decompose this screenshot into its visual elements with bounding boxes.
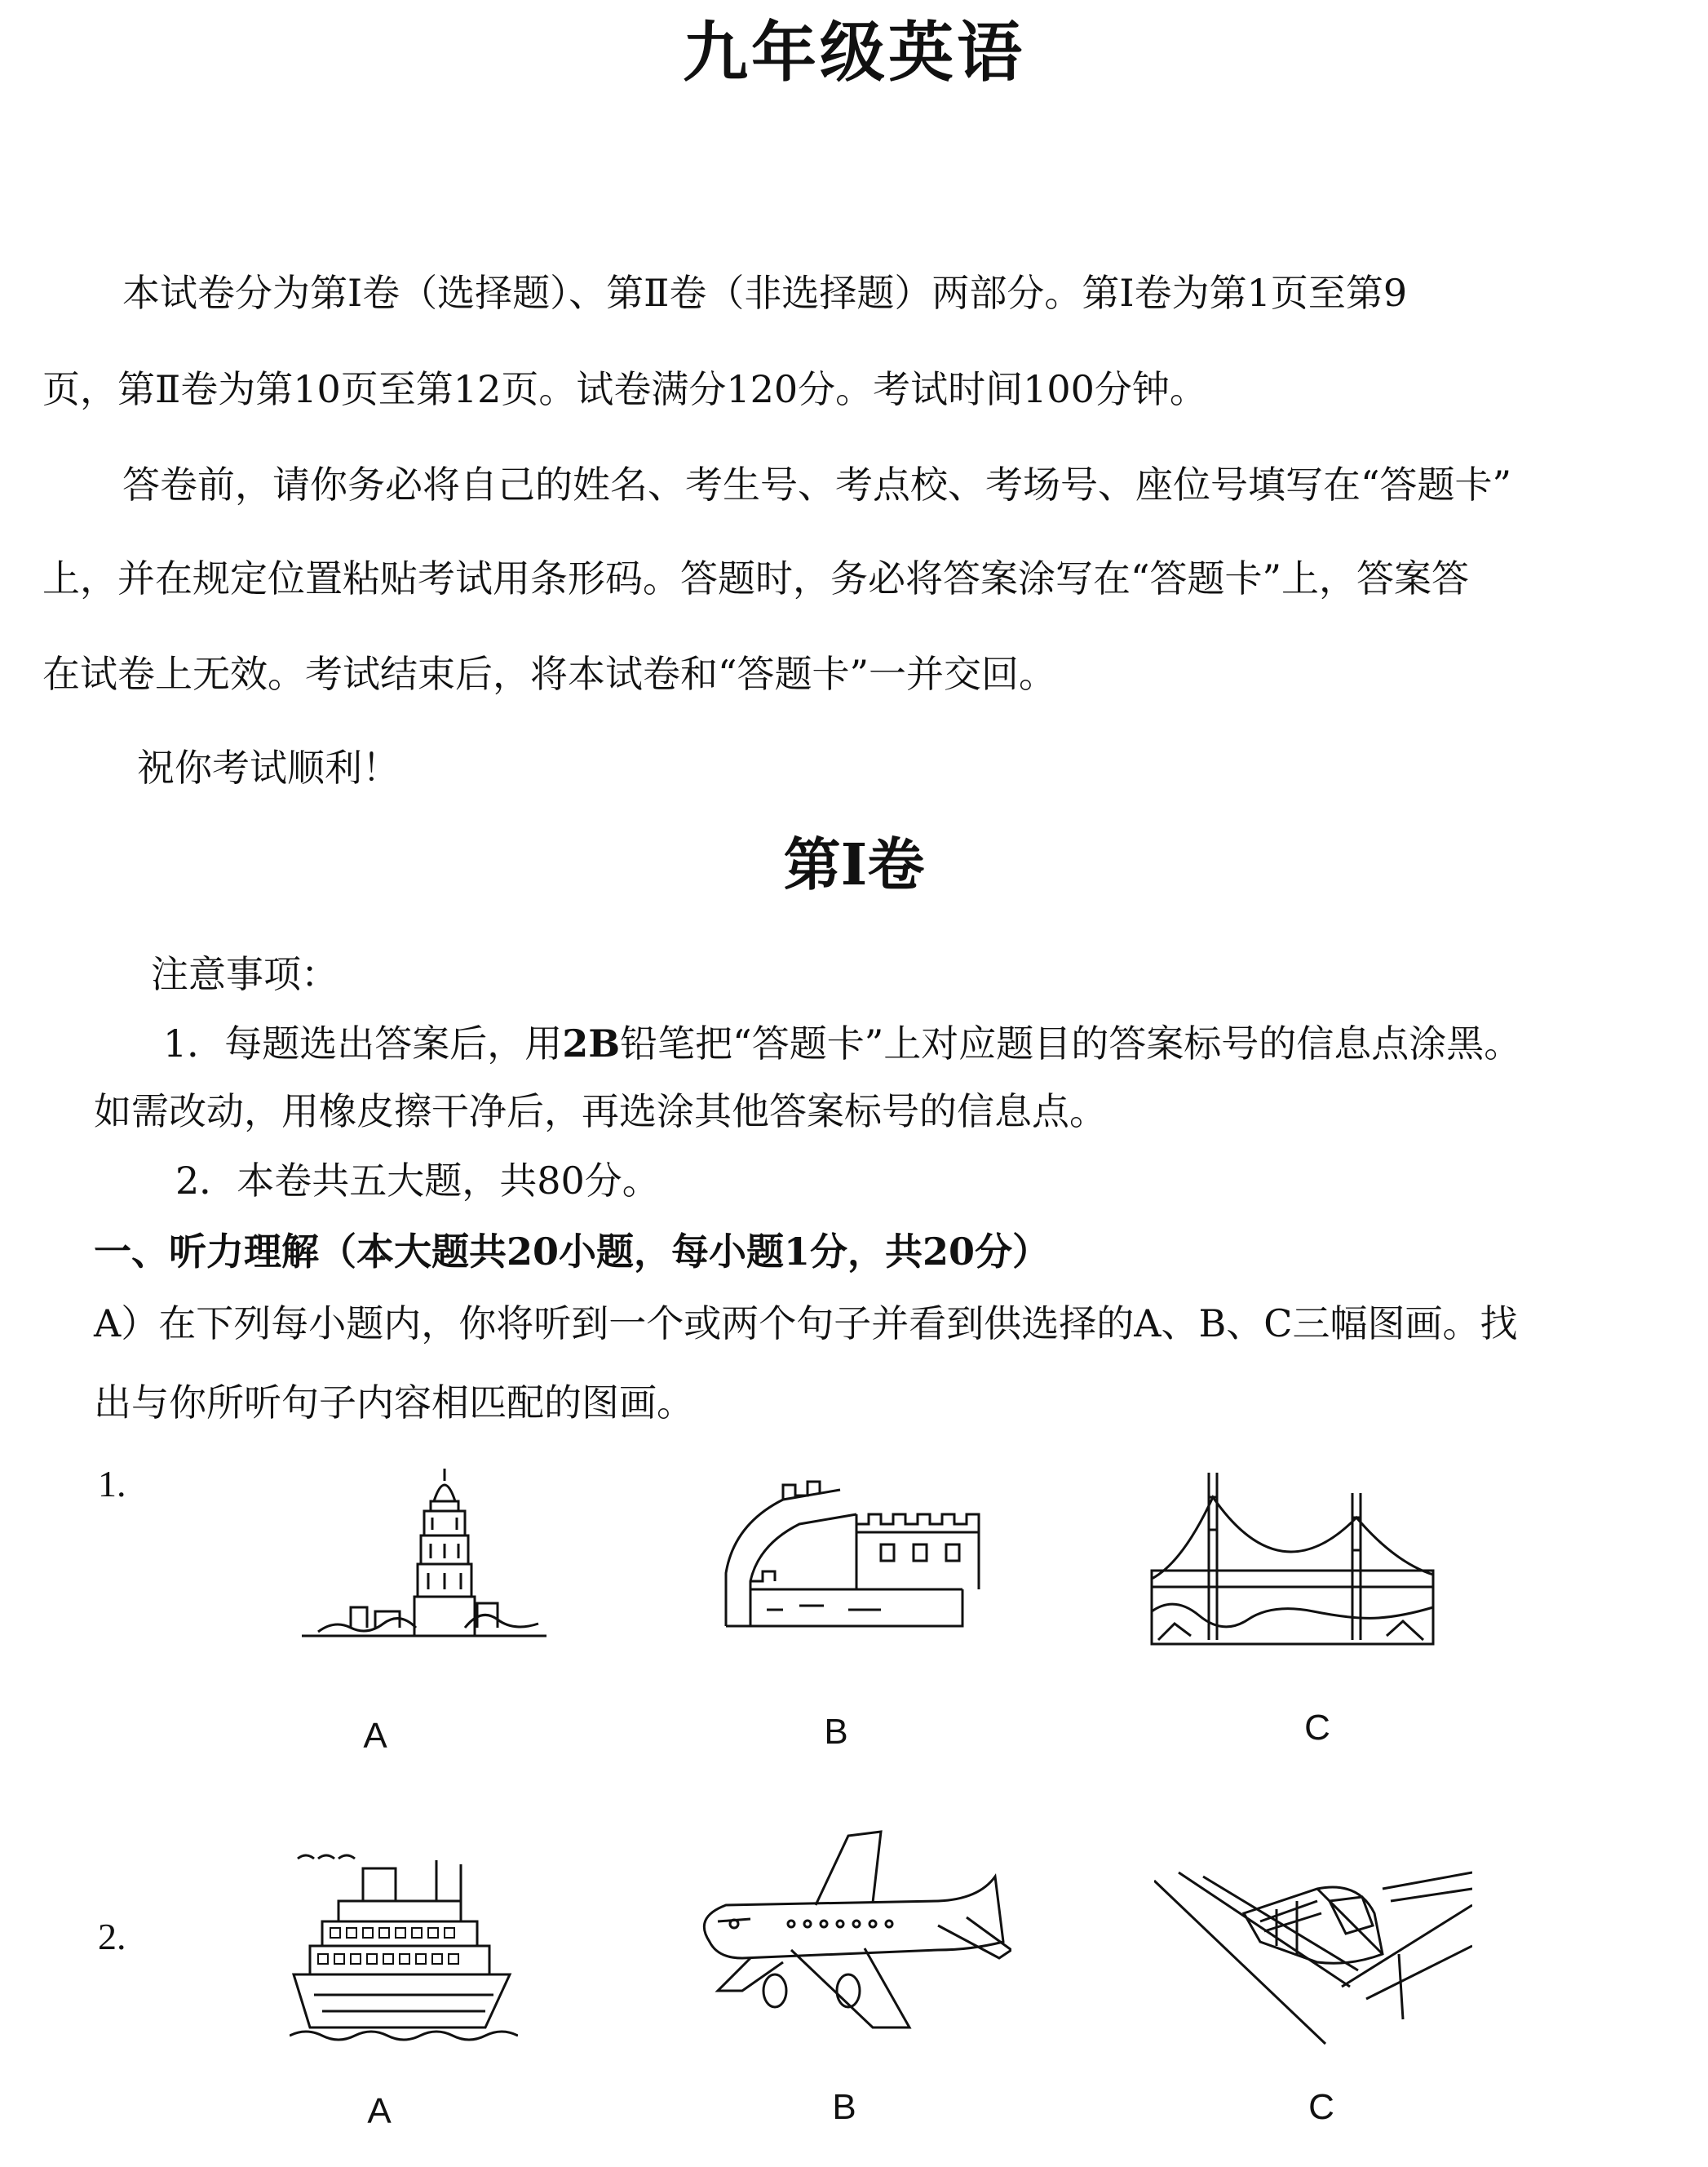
section-1-instruction-2: 出与你所听句子内容相匹配的图画。 xyxy=(94,1380,694,1425)
notes-item-1-pre: 1．每题选出答案后，用 xyxy=(163,1021,563,1066)
volume-title: 第Ⅰ卷 xyxy=(783,831,925,898)
intro-line-1: 本试卷分为第Ⅰ卷（选择题）、第Ⅱ卷（非选择题）两部分。第Ⅰ卷为第1页至第9 xyxy=(122,271,1408,315)
airplane-icon xyxy=(693,1828,1011,2032)
question-1-option-a-label: A xyxy=(363,1716,387,1756)
question-1-option-b-label: B xyxy=(824,1712,848,1752)
question-2-number: 2. xyxy=(98,1916,126,1957)
intro-line-2: 页，第Ⅱ卷为第10页至第12页。试卷满分120分。考试时间100分钟。 xyxy=(42,367,1207,411)
notes-item-2: 2．本卷共五大题，共80分。 xyxy=(175,1159,660,1203)
ship-icon xyxy=(290,1852,518,2044)
section-1-heading: 一、听力理解（本大题共20小题，每小题1分，共20分） xyxy=(94,1230,1051,1274)
wish-text: 祝你考试顺利！ xyxy=(137,746,400,790)
intro-line-3: 答卷前，请你务必将自己的姓名、考生号、考点校、考场号、座位号填写在“答题卡” xyxy=(122,463,1512,507)
train-icon xyxy=(1154,1864,1472,2048)
great-wall-icon xyxy=(718,1475,987,1638)
question-1-option-c-label: C xyxy=(1304,1708,1330,1748)
notes-item-1-bold: 2B xyxy=(562,1021,621,1066)
question-1-number: 1. xyxy=(98,1463,126,1504)
bridge-icon xyxy=(1150,1473,1436,1648)
intro-line-5: 在试卷上无效。考试结束后，将本试卷和“答题卡”一并交回。 xyxy=(42,652,1057,696)
notes-heading: 注意事项： xyxy=(151,952,339,996)
question-2-option-b-label: B xyxy=(832,2087,856,2127)
question-2-option-a-label: A xyxy=(367,2091,392,2131)
notes-item-1-continued: 如需改动，用橡皮擦干净后，再选涂其他答案标号的信息点。 xyxy=(94,1089,1107,1133)
tower-icon xyxy=(302,1469,555,1660)
notes-item-1 xyxy=(163,1020,1521,1067)
question-2-option-c-label: C xyxy=(1308,2087,1334,2127)
notes-item-1-post: 铅笔把“答题卡”上对应题目的答案标号的信息点涂黑。 xyxy=(620,1021,1522,1066)
page-title: 九年级英语 xyxy=(683,14,1025,91)
intro-line-4: 上，并在规定位置粘贴考试用条形码。答题时，务必将答案涂写在“答题卡”上，答案答 xyxy=(42,556,1470,600)
section-1-instruction-1: A）在下列每小题内，你将听到一个或两个句子并看到供选择的A、B、C三幅图画。找 xyxy=(94,1301,1518,1345)
